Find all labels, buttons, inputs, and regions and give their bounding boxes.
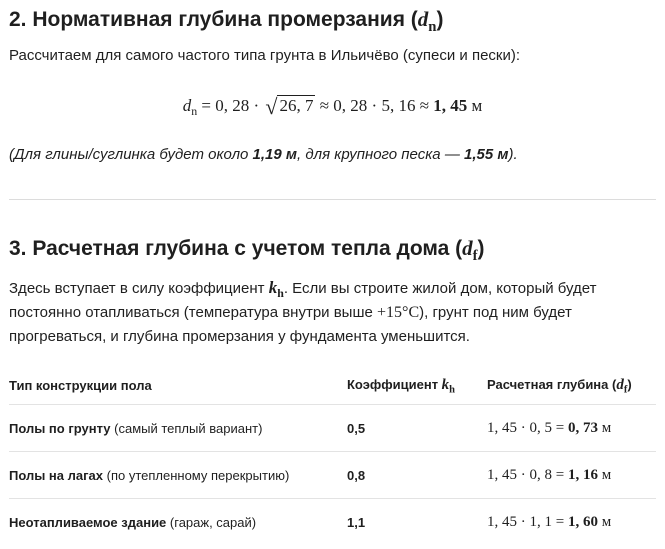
header-depth-text: Расчетная глубина ( <box>487 376 617 392</box>
row-calc: 1, 45 · 0, 8 = <box>487 466 568 483</box>
row-result: 1, 60 <box>567 513 598 530</box>
row-result: 1, 16 <box>567 466 598 483</box>
note-part2: , для крупного песка — <box>297 146 464 163</box>
header-coefficient <box>347 366 487 405</box>
table-row <box>9 452 656 499</box>
note-part3: ). <box>508 146 518 163</box>
table-row <box>9 405 656 452</box>
row-unit: м <box>597 466 612 483</box>
section-3-heading-sub: f <box>472 248 478 265</box>
para-line-3: прогреваться, и глубина промерзания у фундамента уменьшится. <box>9 328 470 345</box>
row-unit: м <box>597 419 612 436</box>
para-line2a: постоянно отапливаться (температура внутри выше <box>9 304 378 321</box>
row-design-depth <box>487 499 656 546</box>
formula-part1: = 0, 28 · <box>197 96 264 115</box>
sqrt-expression <box>263 94 315 120</box>
row-type-bold: Полы по грунту <box>9 420 111 436</box>
row-type-rest: (гараж, сарай) <box>166 514 257 530</box>
section-3-paragraph <box>9 276 597 349</box>
formula-var: d <box>182 96 192 115</box>
foundation-depth-table <box>9 366 656 545</box>
header-depth-close: ) <box>627 376 632 392</box>
sqrt-icon: √ <box>265 94 278 119</box>
table-header-row <box>9 366 656 405</box>
row-type-bold: Неотапливаемое здание <box>9 514 167 530</box>
section-2-heading-close: ) <box>436 8 444 31</box>
section-divider <box>9 199 656 200</box>
section-2-note <box>9 146 518 163</box>
row-calc: 1, 45 · 0, 5 = <box>487 419 568 436</box>
section-2-heading-sub: n <box>428 19 437 36</box>
table-row <box>9 499 656 546</box>
para-line-1 <box>9 276 597 301</box>
note-bold-clay: 1,19 м <box>252 146 298 163</box>
row-result: 0, 73 <box>567 419 598 436</box>
note-part1: (Для глины/суглинка будет около <box>9 146 253 163</box>
para-line-2 <box>9 301 597 325</box>
section-3-heading-text: 3. Расчетная глубина с учетом тепла дома ( <box>9 237 463 260</box>
row-design-depth <box>487 452 656 499</box>
header-coef-var: k <box>441 376 450 393</box>
row-calc: 1, 45 · 1, 1 = <box>487 513 568 530</box>
para-part1: Здесь вступает в силу коэффициент <box>9 280 269 297</box>
section-2-heading-text: 2. Нормативная глубина промерзания ( <box>9 8 418 31</box>
row-type-bold: Полы на лагах <box>9 467 103 483</box>
section-3-heading-var: d <box>462 236 473 260</box>
section-2-intro: Рассчитаем для самого частого типа грунта в Ильичёво (супеси и пески): <box>9 47 521 64</box>
formula-result: 1, 45 <box>433 96 468 115</box>
header-depth-sub: f <box>623 384 628 396</box>
frost-depth-formula <box>0 94 665 120</box>
note-bold-sand: 1,55 м <box>464 146 509 163</box>
section-2-heading-var: d <box>417 7 429 31</box>
header-coef-sub: h <box>449 384 456 396</box>
row-coefficient: 0,8 <box>347 452 487 499</box>
para-temp: +15°C <box>377 304 420 321</box>
para-k-sub: h <box>277 286 284 301</box>
row-coefficient: 1,1 <box>347 514 366 530</box>
row-floor-type <box>9 499 347 546</box>
section-2-heading <box>9 7 444 36</box>
formula-sub: n <box>191 104 198 119</box>
header-coef-text: Коэффициент <box>347 376 442 392</box>
row-floor-type <box>9 405 347 452</box>
section-3-heading-close: ) <box>477 237 485 260</box>
row-coefficient: 0,5 <box>347 405 487 452</box>
header-depth-var: d <box>616 376 624 393</box>
row-type-rest: (самый теплый вариант) <box>110 420 263 436</box>
para-part2: . Если вы строите жилой дом, который будет <box>283 280 597 297</box>
header-design-depth <box>487 366 656 405</box>
row-design-depth <box>487 405 656 452</box>
para-line2b: ), грунт под ним будет <box>419 304 572 321</box>
row-type-rest: (по утепленному перекрытию) <box>103 467 290 483</box>
row-floor-type <box>9 452 347 499</box>
sqrt-body: 26, 7 <box>279 96 314 115</box>
formula-part2: ≈ 0, 28 · 5, 16 ≈ <box>315 96 434 115</box>
formula-unit: м <box>467 96 483 115</box>
header-floor-type: Тип конструкции пола <box>9 366 347 405</box>
row-unit: м <box>597 513 612 530</box>
section-3-heading <box>9 236 485 265</box>
para-k-var: k <box>268 278 278 297</box>
